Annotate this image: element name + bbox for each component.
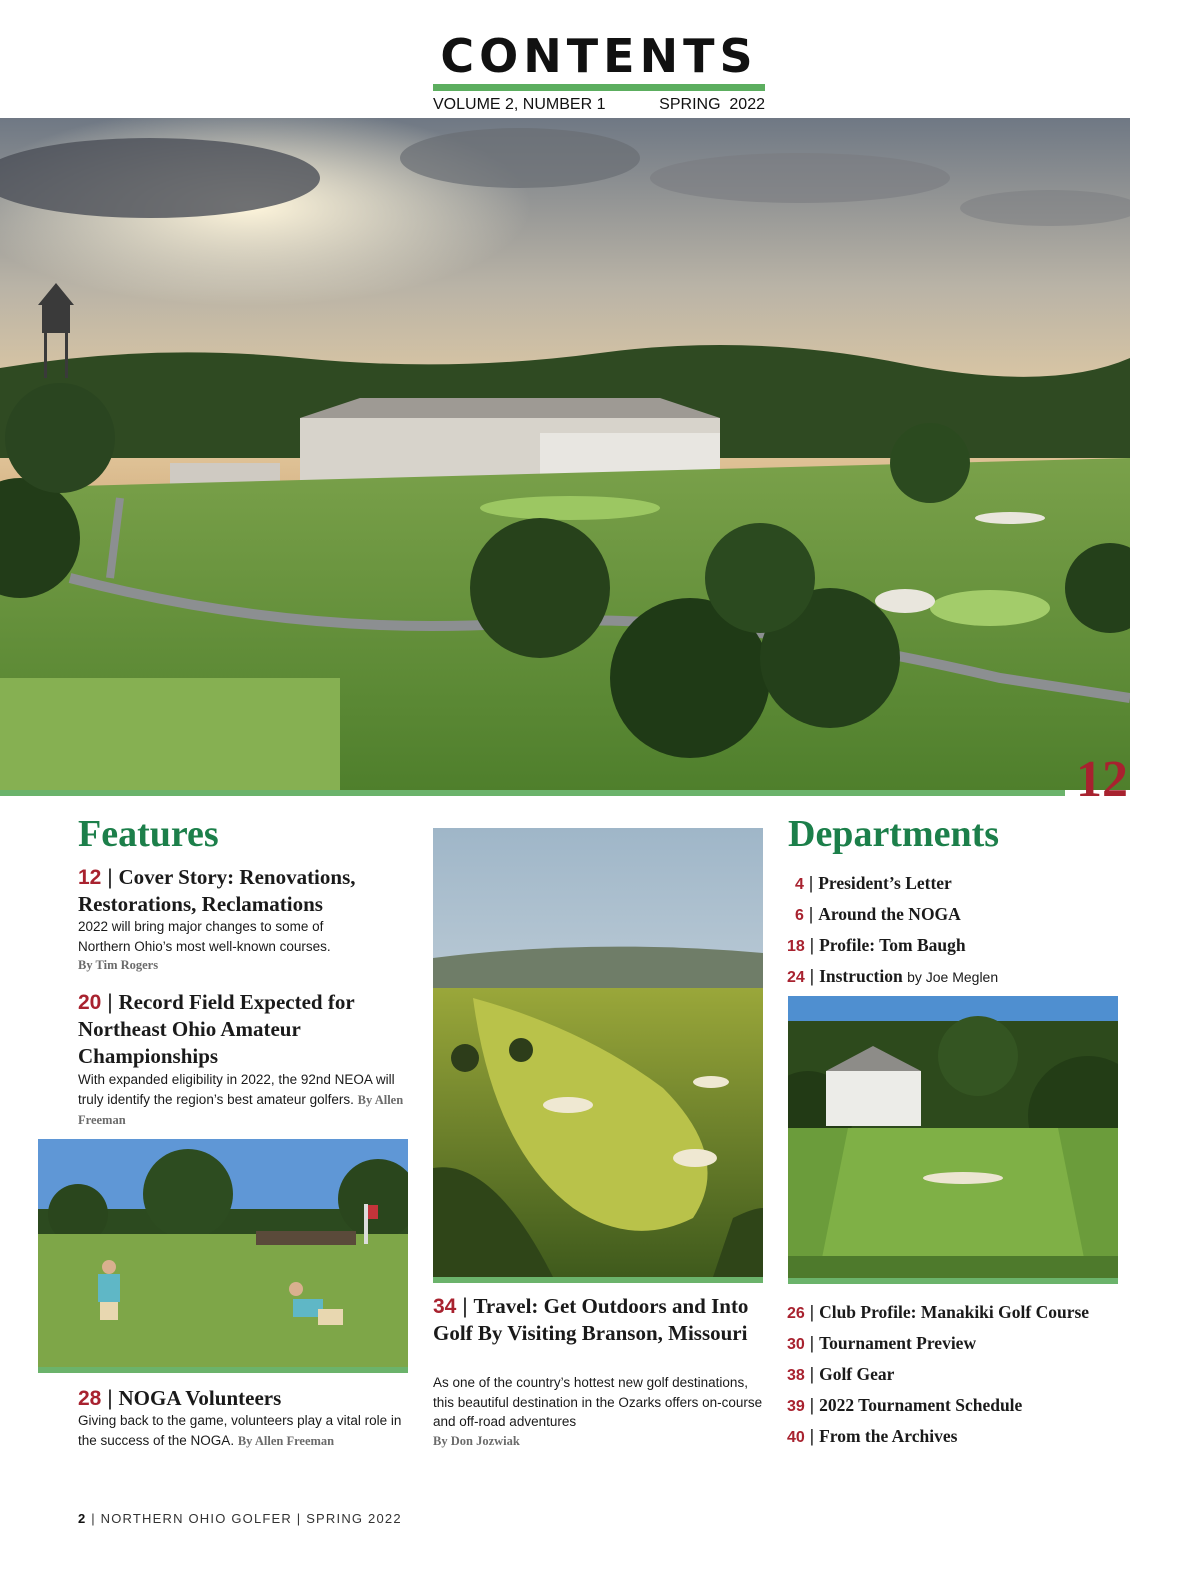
- department-entry-6[interactable]: 6 | Around the NOGA: [795, 904, 961, 924]
- features-heading: Features: [78, 813, 219, 855]
- page-number: 28: [78, 1387, 102, 1410]
- issue-line: [433, 96, 765, 114]
- feature-description: [78, 1411, 413, 1451]
- entry-title: Record Field Expected for Northeast Ohio Amateur Championships: [78, 990, 355, 1068]
- entry-title: Travel: Get Outdoors and Into Golf By Visiting Branson, Missouri: [433, 1294, 749, 1345]
- contents-title: CONTENTS: [440, 29, 758, 83]
- entry-title: Profile: Tom Baugh: [819, 935, 966, 955]
- masthead: [433, 30, 765, 114]
- department-entry-40[interactable]: 40 | From the Archives: [787, 1426, 958, 1446]
- department-entry-26[interactable]: 26 | Club Profile: Manakiki Golf Course: [787, 1302, 1090, 1322]
- feature-entry-12[interactable]: 12 | Cover Story: Renovations, Restorations, Reclamations: [78, 865, 356, 916]
- feature-description: [78, 1070, 413, 1131]
- feature-entry-28[interactable]: 28 | NOGA Volunteers: [78, 1386, 282, 1410]
- byline: By Tim Rogers: [78, 958, 159, 972]
- description-text: With expanded eligibility in 2022, the 92nd NEOA will truly identify the region’s best amateur golfers.: [78, 1072, 395, 1107]
- title-underline: [433, 84, 765, 91]
- description-text: 2022 will bring major changes to some of Northern Ohio’s most well-known courses.: [78, 919, 331, 954]
- byline: By Don Jozwiak: [433, 1433, 520, 1448]
- entry-title: Around the NOGA: [818, 904, 961, 924]
- photo-accent-bar: [788, 1278, 1118, 1284]
- branson-course-photo: [433, 828, 763, 1277]
- page-number: 34: [433, 1295, 457, 1318]
- entry-title: From the Archives: [819, 1426, 958, 1446]
- feature-entry-20[interactable]: 20 | Record Field Expected for Northeast Ohio Amateur Championships: [78, 990, 355, 1068]
- footer-page-number: 2: [78, 1511, 87, 1526]
- entry-title: President’s Letter: [818, 873, 952, 893]
- byline: By Allen Freeman: [78, 1092, 404, 1127]
- page-number: 20: [78, 991, 102, 1014]
- footer-publication: NORTHERN OHIO GOLFER: [100, 1511, 292, 1526]
- page-number: 40: [787, 1429, 805, 1446]
- photo-accent-bar: [433, 1277, 763, 1283]
- entry-title: 2022 Tournament Schedule: [819, 1395, 1023, 1415]
- hero-page-number: 12: [1076, 751, 1128, 808]
- department-entry-38[interactable]: 38 | Golf Gear: [787, 1364, 895, 1384]
- department-entry-18[interactable]: 18 | Profile: Tom Baugh: [787, 935, 966, 955]
- entry-title: Golf Gear: [819, 1364, 895, 1384]
- hero-accent-bar: [0, 790, 1065, 796]
- entry-title: Tournament Preview: [819, 1333, 977, 1353]
- footer-season: SPRING 2022: [306, 1511, 402, 1526]
- feature-description: [78, 917, 378, 976]
- entry-title: NOGA Volunteers: [118, 1386, 282, 1410]
- hero-photo: [0, 118, 1130, 790]
- page-number: 30: [787, 1336, 805, 1353]
- page-number: 38: [787, 1367, 805, 1384]
- volunteers-photo: [38, 1139, 408, 1367]
- page-number: 39: [787, 1398, 805, 1415]
- byline: By Allen Freeman: [237, 1433, 335, 1448]
- issue-season: SPRING 2022: [659, 96, 765, 113]
- department-entry-24[interactable]: 24 | Instruction by Joe Meglen: [787, 966, 999, 986]
- page-number: 12: [78, 866, 102, 889]
- departments-heading: Departments: [788, 813, 1000, 855]
- department-entry-4[interactable]: 4 | President’s Letter: [795, 873, 952, 893]
- manakiki-photo: [788, 996, 1118, 1278]
- page-number: 18: [787, 938, 805, 955]
- department-entry-30[interactable]: 30 | Tournament Preview: [787, 1333, 977, 1353]
- feature-entry-34[interactable]: 34 | Travel: Get Outdoors and Into Golf By Visiting Branson, Missouri: [433, 1294, 749, 1345]
- description-text: As one of the country’s hottest new golf destinations, this beautiful destination in the Ozarks offers on-course and off-road adventures: [433, 1375, 763, 1429]
- page-footer: 2 | NORTHERN OHIO GOLFER | SPRING 2022: [78, 1511, 402, 1526]
- page-number: 4: [795, 876, 804, 893]
- byline: by Joe Meglen: [907, 969, 999, 985]
- page-number: 6: [795, 907, 804, 924]
- photo-accent-bar: [38, 1367, 408, 1373]
- department-entry-39[interactable]: 39 | 2022 Tournament Schedule: [787, 1395, 1023, 1415]
- feature-description: [433, 1373, 763, 1451]
- entry-title: Cover Story: Renovations, Restorations, Reclamations: [78, 865, 356, 916]
- page-number: 26: [787, 1305, 805, 1322]
- entry-title: Club Profile: Manakiki Golf Course: [819, 1302, 1090, 1322]
- description-text: Giving back to the game, volunteers play a vital role in the success of the NOGA.: [78, 1413, 402, 1448]
- volume-number: VOLUME 2, NUMBER 1: [433, 96, 606, 113]
- entry-title: Instruction: [819, 966, 903, 986]
- page-number: 24: [787, 969, 805, 986]
